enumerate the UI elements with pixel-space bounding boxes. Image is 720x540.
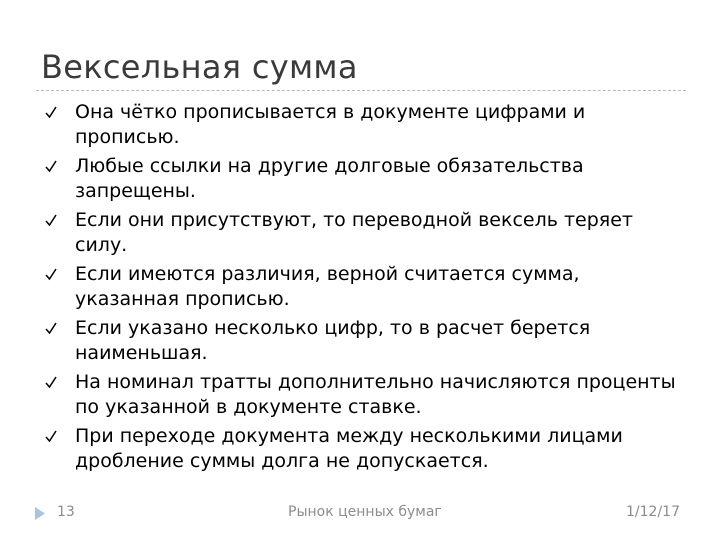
checkmark-icon: [44, 371, 58, 393]
list-item: [44, 262, 684, 312]
bullet-list: [44, 100, 684, 478]
list-item: [44, 370, 684, 420]
checkmark-icon: [44, 263, 58, 285]
list-item: [44, 424, 684, 474]
page-number: 13: [57, 504, 75, 520]
bullet-text: Любые ссылки на другие долговые обязательства запрещены.: [75, 155, 584, 202]
list-item: [44, 154, 684, 204]
triangle-icon: [35, 505, 45, 518]
bullet-text: Если они присутствуют, то переводной вексель теряет силу.: [75, 209, 633, 256]
bullet-text: Если имеются различия, верной считается сумма, указанная прописью.: [75, 263, 580, 310]
checkmark-icon: [44, 101, 58, 123]
list-item: [44, 208, 684, 258]
list-item: [44, 100, 684, 150]
checkmark-icon: [44, 209, 58, 231]
checkmark-icon: [44, 425, 58, 447]
checkmark-icon: [44, 155, 58, 177]
list-item: [44, 316, 684, 366]
bullet-text: На номинал тратты дополнительно начисляются проценты по указанной в документе ставке.: [75, 371, 676, 418]
bullet-text: Если указано несколько цифр, то в расчет берется наименьшая.: [75, 317, 591, 364]
checkmark-icon: [44, 317, 58, 339]
footer-date: 1/12/17: [626, 504, 680, 520]
bullet-text: При переходе документа между несколькими лицами дробление суммы долга не допускается.: [75, 425, 623, 472]
footer-title: Рынок ценных бумаг: [288, 504, 442, 520]
slide-title: Вексельная сумма: [41, 48, 358, 86]
title-divider: [36, 90, 686, 91]
bullet-text: Она чётко прописывается в документе цифрами и прописью.: [75, 101, 586, 148]
